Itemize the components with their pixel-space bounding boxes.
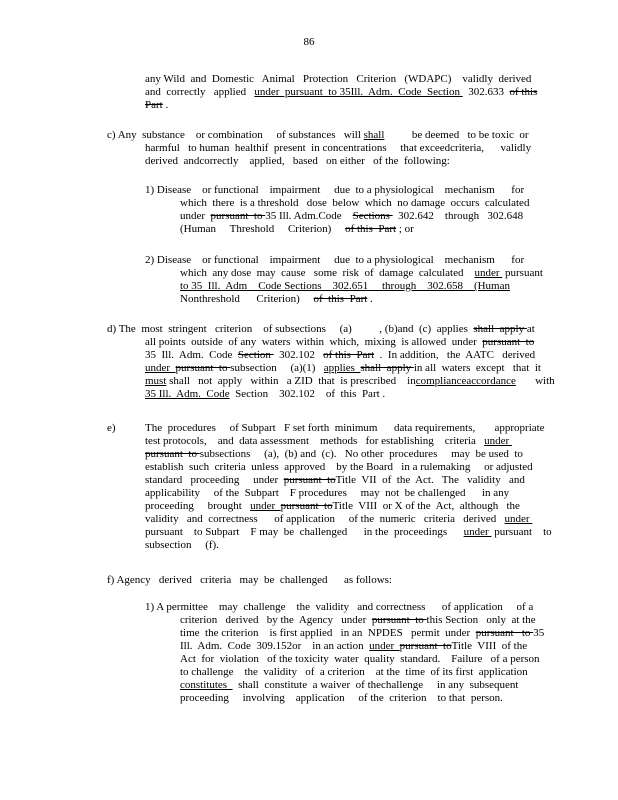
text-run: c) Any substance or combination of substances will — [107, 129, 364, 141]
text-run: Act for violation of the toxicity water quality standard. Failure of a person — [180, 653, 540, 665]
text-run: . — [162, 99, 169, 111]
struck-text: pursuant to — [145, 448, 200, 460]
text-run: pursuant to — [491, 526, 552, 538]
struck-text: shall apply — [473, 323, 527, 335]
text-run: 302.642 through 302.648 — [392, 210, 524, 222]
struck-text: Section — [237, 349, 274, 361]
struck-text: of this Part — [345, 223, 397, 235]
inserted-text: under — [474, 267, 503, 279]
text-run: pursuant — [502, 267, 543, 279]
inserted-text: under — [504, 513, 533, 525]
struck-text: Part — [145, 99, 163, 111]
item-f1-line — [180, 679, 518, 692]
item-c2-line — [145, 254, 524, 267]
text-run: ; or — [396, 223, 414, 235]
text-run: test protocols, and data assessment methods for establishing criteria — [145, 435, 485, 447]
item-c-line — [145, 142, 531, 155]
page-number: 86 — [303, 36, 315, 48]
text-run: Title VIII of the — [451, 640, 528, 652]
text-run: all points outside of any waters within which, mixing is allowed under — [145, 336, 483, 348]
item-d-line — [145, 362, 541, 375]
text-run: and correctly applied — [145, 86, 255, 98]
text-run: The procedures of Subpart F set forth minimum data requirements, appropriate — [145, 422, 545, 434]
text-run: 35 Ill. Adm. Code — [145, 349, 238, 361]
item-f1-line — [180, 640, 527, 653]
item-e-line — [107, 422, 116, 435]
item-e-line — [145, 435, 512, 448]
item-d-line — [145, 388, 385, 401]
text-run: d) The most stringent criterion of subsections (a) , (b)and (c) applies — [107, 323, 474, 335]
inserted-text: under pursuant to — [254, 86, 340, 98]
text-run: standard proceeding under — [145, 474, 284, 486]
item-e-line — [145, 461, 533, 474]
item-c-line — [107, 129, 529, 142]
text-run: validity and correctness of application of the numeric criteria derived — [145, 513, 505, 525]
text-run: which there is a threshold dose below which no damage occurs calculated — [180, 197, 530, 209]
item-f1-line — [180, 692, 503, 705]
text-run: proceeding involving application of the criterion to that person. — [180, 692, 503, 704]
text-run: criterion derived by the Agency under — [180, 614, 372, 626]
item-d-line — [145, 349, 535, 362]
struck-text: pursuant to — [371, 614, 427, 626]
item-c2-line — [180, 293, 373, 306]
item-e-line — [145, 513, 532, 526]
text-run: derived andcorrectly applied, based on either of the following: — [145, 155, 450, 167]
inserted-text: must — [145, 375, 167, 387]
text-run: subsections (a), (b) and (c). No other procedures may be used to — [199, 448, 523, 460]
item-d-line — [145, 375, 555, 388]
text-run: to challenge the validity of a criterion at the time of its first application — [180, 666, 528, 678]
item-f1-line — [180, 627, 544, 640]
item-f1-line — [180, 666, 528, 679]
text-run: subsection (a)(1) — [230, 362, 324, 374]
item-c1-line — [180, 197, 529, 210]
struck-text: pursuant to — [399, 640, 452, 652]
text-run: Title VIII or X of the Act, although the — [332, 500, 520, 512]
item-e-line — [145, 500, 520, 513]
item-e-line — [145, 526, 552, 539]
struck-text: pursuant to — [482, 336, 535, 348]
text-run: 1) Disease or functional impairment due to a physiological mechanism for — [145, 184, 525, 196]
text-run: Title VII of the Act. The validity and — [335, 474, 525, 486]
p-cont-line — [145, 86, 537, 99]
text-run: at — [526, 323, 535, 335]
text-run: 35 — [533, 627, 545, 639]
text-run: shall not apply within a ZID that is prescribed in — [166, 375, 416, 387]
item-f1-line — [180, 653, 540, 666]
text-run: with — [515, 375, 555, 387]
item-d-line — [145, 336, 534, 349]
text-run: 2) Disease or functional impairment due to a physiological mechanism for — [145, 254, 525, 266]
inserted-text: under — [463, 526, 492, 538]
inserted-text: complianceaccordance — [415, 375, 516, 387]
text-run: (Human Threshold Criterion) — [180, 223, 346, 235]
item-c-line — [145, 155, 450, 168]
text-run: . In addition, the AATC derived — [374, 349, 536, 361]
text-run: applicability of the Subpart F procedures may not be challenged in any — [145, 487, 510, 499]
text-run: subsection (f). — [145, 539, 219, 551]
text-run: Ill. Adm. Code 309.152or in an action — [180, 640, 370, 652]
inserted-text: under — [369, 640, 400, 652]
item-e-line — [145, 487, 509, 500]
struck-text: pursuant to — [283, 474, 336, 486]
inserted-text: under — [250, 500, 281, 512]
item-c1-line — [180, 223, 414, 236]
text-run: Section 302.102 of this Part . — [229, 388, 386, 400]
text-run: which any dose may cause some risk of damage calculated — [180, 267, 475, 279]
p-cont-line — [145, 99, 168, 112]
text-run: under — [180, 210, 211, 222]
inserted-text: 35Ill. Adm. Code Section — [339, 86, 463, 98]
item-c2-line — [180, 280, 510, 293]
struck-text: of this Part — [323, 349, 375, 361]
text-run: pursuant to Subpart F may be challenged in the proceedings — [145, 526, 464, 538]
text-run: harmful to human healthif present in concentrations that exceedcriteria, validly — [145, 142, 532, 154]
text-run: 302.633 — [462, 86, 510, 98]
inserted-text: applies — [323, 362, 361, 374]
inserted-text: under — [145, 362, 176, 374]
text-run: 35 Ill. Adm.Code — [265, 210, 353, 222]
item-f-line — [107, 574, 392, 587]
item-e-line — [145, 448, 523, 461]
text-run: 302.102 — [273, 349, 324, 361]
item-c1-line — [180, 210, 523, 223]
text-run: e) — [107, 422, 116, 434]
struck-text: of this — [509, 86, 538, 98]
text-run: in all waters except that it — [413, 362, 541, 374]
text-run: time the criterion is first applied in an NPDES permit under — [180, 627, 476, 639]
inserted-text: constitutes — [180, 679, 233, 691]
text-run: . — [367, 293, 373, 305]
struck-text: shall apply — [360, 362, 414, 374]
text-run: shall constitute a waiver of thechallenge in any subsequent — [232, 679, 519, 691]
p-cont-line — [145, 73, 531, 86]
inserted-text: under — [484, 435, 512, 447]
text-run: f) Agency derived criteria may be challenged as follows: — [107, 574, 392, 586]
inserted-text: to 35 Ill. Adm Code Sections 302.651 through 302.658 (Human — [180, 280, 510, 292]
text-run: this Section only at the — [426, 614, 536, 626]
item-f1-line — [145, 601, 533, 614]
struck-text: pursuant to — [475, 627, 534, 639]
item-e-line — [145, 422, 545, 435]
text-run: Nonthreshold Criterion) — [180, 293, 314, 305]
inserted-text: shall — [363, 129, 385, 141]
struck-text: Sections — [352, 210, 393, 222]
struck-text: pursuant to — [210, 210, 266, 222]
item-d-line — [107, 323, 535, 336]
struck-text: of this Part — [313, 293, 368, 305]
item-c1-line — [145, 184, 524, 197]
struck-text: pursuant to — [280, 500, 333, 512]
item-e-line — [145, 474, 525, 487]
text-run: 1) A permittee may challenge the validity and correctness of application of a — [145, 601, 534, 613]
inserted-text: 35 Ill. Adm. Code — [145, 388, 230, 400]
item-f1-line — [180, 614, 536, 627]
text-run: be deemed to be toxic or — [384, 129, 529, 141]
struck-text: pursuant to — [175, 362, 231, 374]
text-run: proceeding brought — [145, 500, 251, 512]
text-run: any Wild and Domestic Animal Protection Criterion (WDAPC) validly derived — [145, 73, 532, 85]
item-c2-line — [180, 267, 543, 280]
item-e-line — [145, 539, 219, 552]
text-run: establish such criteria unless approved by the Board in a rulemaking or adjusted — [145, 461, 533, 473]
